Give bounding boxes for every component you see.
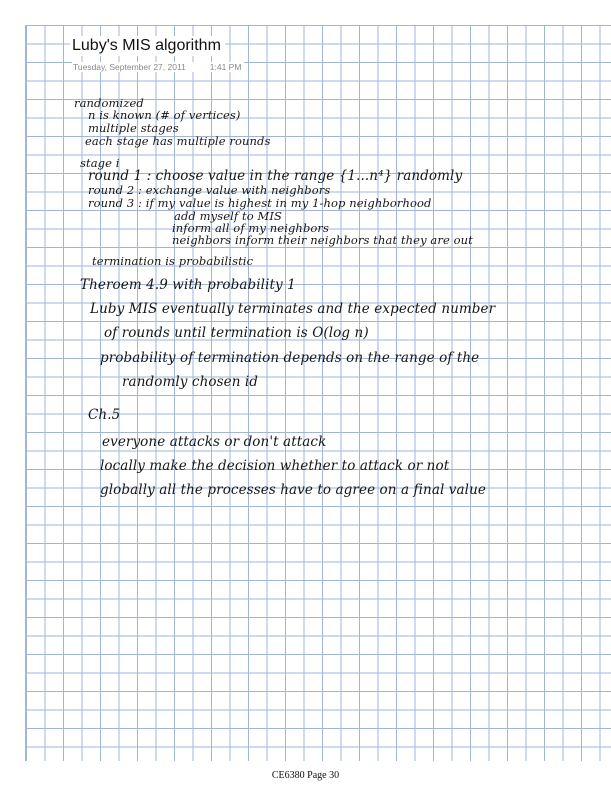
note-line-n-known: n is known (# of vertices)	[88, 108, 241, 122]
note-line-stage-i: stage i	[80, 156, 120, 170]
page-time: 1:41 PM	[209, 62, 242, 72]
note-line-locally: locally make the decision whether to attack or not	[100, 458, 450, 474]
page-date: Tuesday, September 27, 2011	[73, 62, 186, 72]
note-line-round-1: round 1 : choose value in the range {1...n⁴} randomly	[88, 168, 463, 184]
page-footer: CE6380 Page 30	[271, 770, 340, 781]
note-line-multiple-rounds: each stage has multiple rounds	[85, 134, 271, 148]
page-title: Luby's MIS algorithm	[70, 36, 225, 56]
note-line-round-2: round 2 : exchange value with neighbors	[88, 183, 331, 197]
note-line-random-id: randomly chosen id	[122, 374, 259, 390]
note-line-chapter: Ch.5	[88, 407, 121, 423]
note-line-inform-neighbors: inform all of my neighbors	[172, 221, 330, 235]
note-line-luby-terminates: Luby MIS eventually terminates and the expected number	[90, 301, 496, 317]
note-line-probability: probability of termination depends on the range of the	[100, 350, 480, 366]
note-line-theorem: Theroem 4.9 with probability 1	[80, 277, 296, 293]
note-line-add-myself: add myself to MIS	[174, 209, 283, 223]
note-line-globally: globally all the processes have to agree on a final value	[100, 482, 486, 498]
note-line-expected-rounds: of rounds until termination is O(log n)	[104, 325, 369, 341]
note-line-randomized: randomized	[74, 96, 144, 110]
note-line-neighbors-out: neighbors inform their neighbors that they are out	[172, 233, 473, 247]
note-line-termination: termination is probabilistic	[92, 254, 254, 268]
page-timestamp	[72, 62, 244, 72]
note-line-attack: everyone attacks or don't attack	[102, 434, 327, 450]
note-line-multiple-stages: multiple stages	[88, 121, 179, 135]
note-line-round-3: round 3 : if my value is highest in my 1-hop neighborhood	[88, 196, 432, 210]
